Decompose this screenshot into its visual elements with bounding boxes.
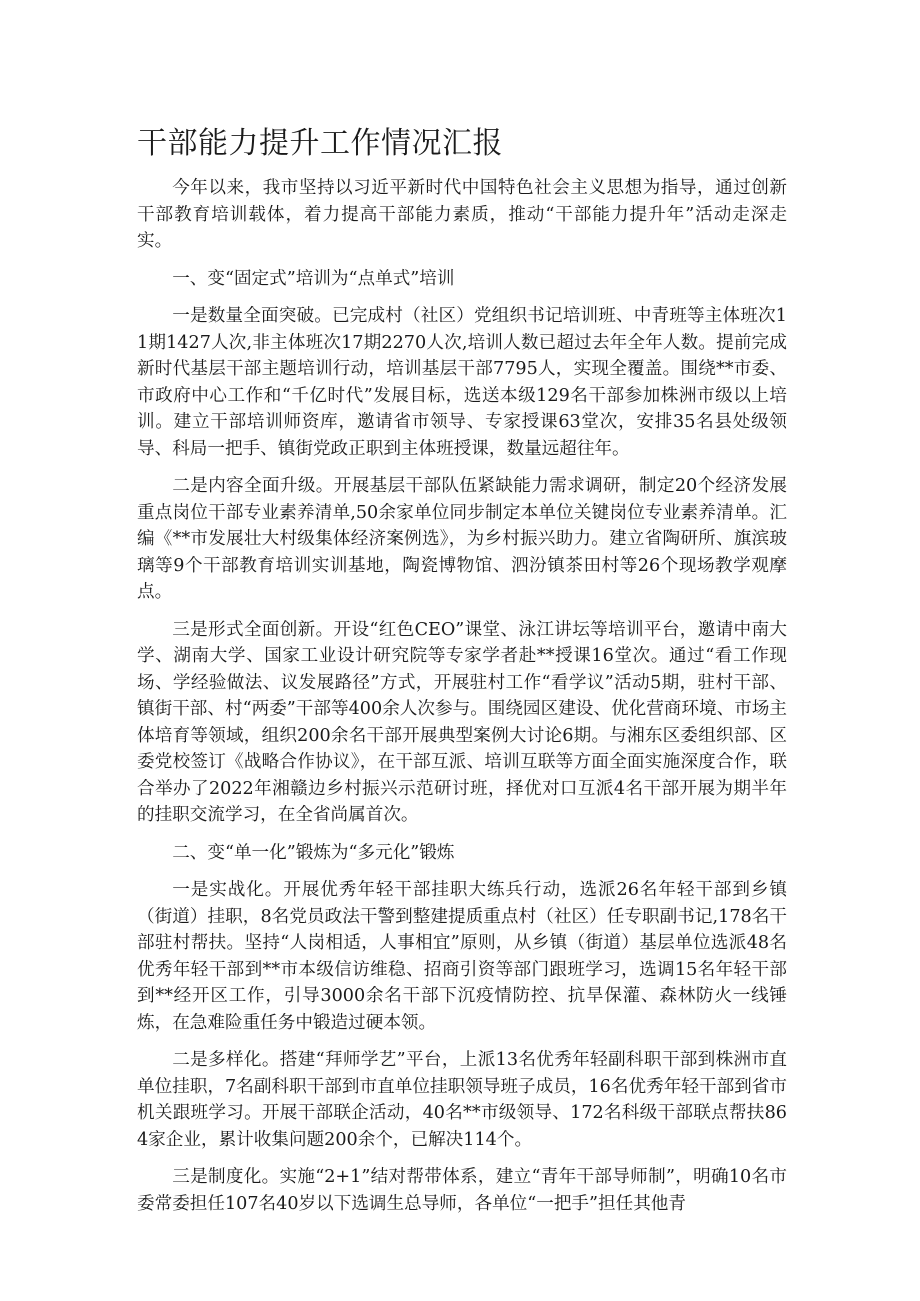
document-body [137,175,787,1228]
section-2-paragraph-diverse: 二是多样化。搭建“拜师学艺”平台，上派13名优秀年轻副科职干部到株洲市直单位挂职，7名副科职干部到市直单位挂职领导班子成员，16名优秀年轻干部到省市机关跟班学习。开展干部联企活动，40名**市级领导、172名科级干部联点帮扶864家企业，累计收集问题200余个，已解决114个。 [137,1050,787,1150]
section-2-paragraph-practical: 一是实战化。开展优秀年轻干部挂职大练兵行动，选派26名年轻干部到乡镇（街道）挂职，8名党员政法干警到整建提质重点村（社区）任专职副书记,178名干部驻村帮扶。坚持“人岗相适，人事相宜”原则，从乡镇（街道）基层单位选派48名优秀年轻干部到**市本级信访维稳、招商引资等部门跟班学习，选调15名年轻干部到**经开区工作，引导3000余名干部下沉疫情防控、抗旱保灌、森林防火一线锤炼，在急难险重任务中锻造过硬本领。 [137,880,787,1033]
section-2-paragraph-institutional: 三是制度化。实施“2+1”结对帮带体系，建立“青年干部导师制”，明确10名市委常委担任107名40岁以下选调生总导师，各单位“一把手”担任其他青 [137,1167,787,1214]
section-1-paragraph-form: 三是形式全面创新。开设“红色CEO”课堂、泳江讲坛等培训平台，邀请中南大学、湖南大学、国家工业设计研究院等专家学者赴**授课16堂次。通过“看工作现场、学经验做法、议发展路径”方式，开展驻村工作“看学议”活动5期，驻村干部、镇街干部、村“两委”干部等400余人次参与。围绕园区建设、优化营商环境、市场主体培育等领域，组织200余名干部开展典型案例大讨论6期。与湘东区委组织部、区委党校签订《战略合作协议》，在干部互派、培训互联等方面全面实施深度合作，联合举办了2022年湘赣边乡村振兴示范研讨班，择优对口互派4名干部开展为期半年的挂职交流学习，在全省尚属首次。 [137,619,787,825]
section-2-heading: 二、变“单一化”锻炼为“多元化”锻炼 [172,842,455,863]
section-1-heading: 一、变“固定式”培训为“点单式”培训 [172,268,455,289]
intro-paragraph: 今年以来，我市坚持以习近平新时代中国特色社会主义思想为指导，通过创新干部教育培训载体，着力提高干部能力素质，推动“干部能力提升年”活动走深走实。 [137,178,787,251]
section-1-paragraph-content: 二是内容全面升级。开展基层干部队伍紧缺能力需求调研，制定20个经济发展重点岗位干部专业素养清单,50余家单位同步制定本单位关键岗位专业素养清单。汇编《**市发展壮大村级集体经济案例选》，为乡村振兴助力。建立省陶研所、旗滨玻璃等9个干部教育培训实训基地，陶瓷博物馆、泗汾镇茶田村等26个现场教学观摩点。 [137,476,787,602]
section-1-paragraph-quantity: 一是数量全面突破。已完成村（社区）党组织书记培训班、中青班等主体班次11期1427人次,非主体班次17期2270人次,培训人数已超过去年全年人数。提前完成新时代基层干部主题培训行动，培训基层干部7795人，实现全覆盖。围绕**市委、市政府中心工作和“千亿时代”发展目标，选送本级129名干部参加株洲市级以上培训。建立干部培训师资库，邀请省市领导、专家授课63堂次，安排35名县处级领导、科局一把手、镇街党政正职到主体班授课，数量远超往年。 [137,306,787,459]
document-title: 干部能力提升工作情况汇报 [137,126,503,161]
